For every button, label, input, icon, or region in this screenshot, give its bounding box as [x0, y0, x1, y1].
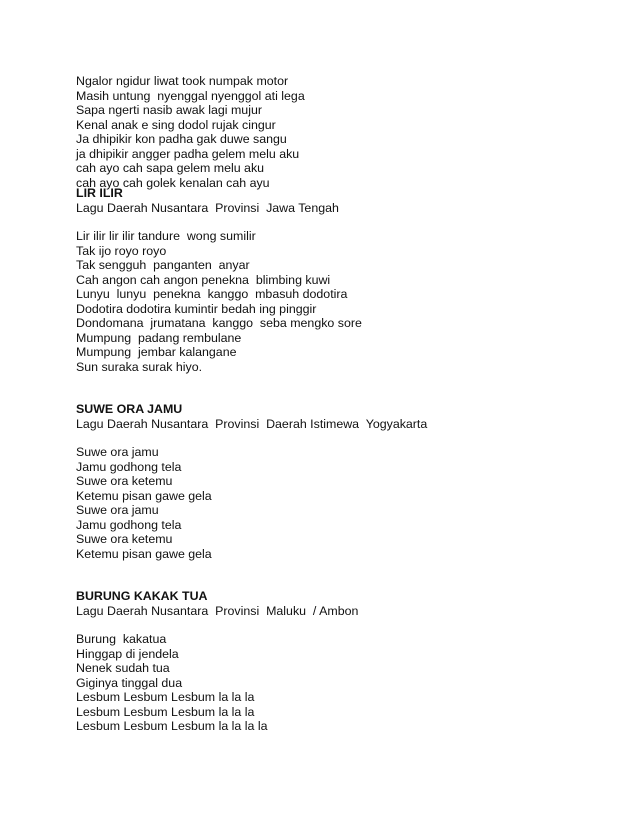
lyric-line: Suwe ora jamu	[76, 503, 159, 517]
lyric-line: Lir ilir lir ilir tandure wong sumilir	[76, 229, 256, 243]
lyric-line: Ketemu pisan gawe gela	[76, 546, 212, 561]
lyric-line: Ja dhipikir kon padha gak duwe sangu	[76, 132, 287, 146]
lyric-line: Jamu godhong tela	[76, 459, 182, 474]
lyric-line: Tak ijo royo royo	[76, 243, 167, 258]
lyric-line: Suwe ora ketemu	[76, 532, 173, 546]
lyric-line: Sapa ngerti nasib awak lagi mujur	[76, 103, 262, 117]
lyric-line: Lesbum Lesbum Lesbum la la la	[76, 704, 255, 719]
song-section-suwe-ora-jamu	[76, 402, 596, 561]
lyric-line: Ketemu pisan gawe gela	[76, 488, 212, 503]
song-title: BURUNG KAKAK TUA	[76, 589, 208, 603]
lyric-line: Tak sengguh panganten anyar	[76, 258, 250, 272]
song-origin: Lagu Daerah Nusantara Provinsi Maluku / Ambon	[76, 603, 359, 618]
spacer	[76, 431, 596, 445]
lyric-line: Mumpung jembar kalangane	[76, 345, 237, 359]
lyric-line: Dodotira dodotira kumintir bedah ing pinggir	[76, 301, 317, 316]
lyric-line: Sun suraka surak hiyo.	[76, 359, 203, 374]
document-page	[76, 74, 596, 734]
lyric-line: Lesbum Lesbum Lesbum la la la	[76, 690, 255, 704]
spacer	[76, 618, 596, 632]
lyric-line: Mumpung padang rembulane	[76, 330, 242, 345]
lyric-line: Jamu godhong tela	[76, 517, 182, 532]
lyric-line: Nenek sudah tua	[76, 661, 170, 675]
spacer	[76, 561, 596, 589]
spacer	[76, 215, 596, 229]
lyric-line: cah ayo cah golek kenalan cah ayu	[76, 175, 270, 190]
lyric-line: Cah angon cah angon penekna blimbing kuwi	[76, 272, 331, 287]
lyric-line: Dondomana jrumatana kanggo seba mengko sore	[76, 316, 362, 330]
continuation-lyrics	[76, 74, 596, 190]
song-origin: Lagu Daerah Nusantara Provinsi Daerah Istimewa Yogyakarta	[76, 416, 428, 431]
lyric-line: Burung kakatua	[76, 632, 167, 646]
lyric-line: Giginya tinggal dua	[76, 675, 183, 690]
lyric-line: Kenal anak e sing dodol rujak cingur	[76, 117, 276, 132]
lyric-line: cah ayo cah sapa gelem melu aku	[76, 161, 265, 175]
lyric-line: Suwe ora jamu	[76, 445, 159, 459]
lyric-line: Lesbum Lesbum Lesbum la la la la	[76, 719, 268, 733]
lyric-line: Suwe ora ketemu	[76, 474, 173, 488]
spacer	[76, 374, 596, 402]
song-origin: Lagu Daerah Nusantara Provinsi Jawa Tengah	[76, 200, 339, 215]
lyric-line: Ngalor ngidur liwat took numpak motor	[76, 74, 289, 88]
song-title: SUWE ORA JAMU	[76, 402, 183, 416]
lyric-line: ja dhipikir angger padha gelem melu aku	[76, 146, 300, 161]
song-section-burung-kakak-tua	[76, 589, 596, 734]
lyric-line: Hinggap di jendela	[76, 646, 179, 661]
song-section-lir-ilir	[76, 186, 596, 374]
lyric-line: Lunyu lunyu penekna kanggo mbasuh dodotira	[76, 287, 348, 301]
song-title: LIR ILIR	[76, 186, 123, 200]
lyric-line: Masih untung nyenggal nyenggol ati lega	[76, 88, 305, 103]
